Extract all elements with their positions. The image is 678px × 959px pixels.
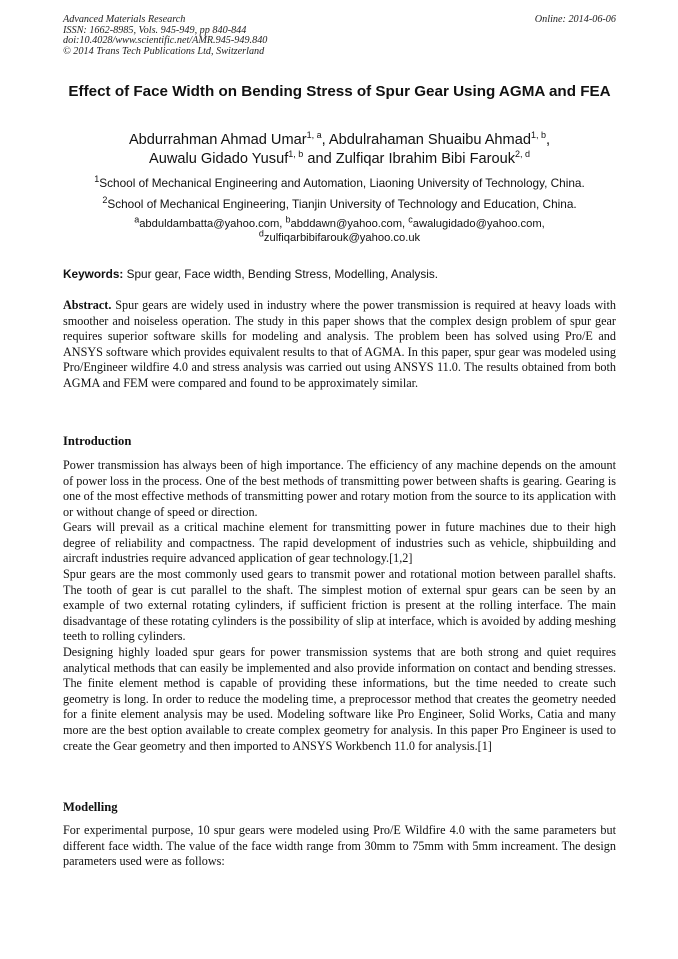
introduction-paragraph: Power transmission has always been of high importance. The efficiency of any machine depends on the amount of power loss in the process. One of the best methods of transmitting power between shafts is gearing. Gearing is one of the most effective methods of transmitting power and rotary motion from the source to its application with or without change of speed or direction. (63, 458, 616, 519)
introduction-paragraph: Designing highly loaded spur gears for power transmission systems that are both strong and quiet requires analytical methods that can easily be implemented and also provide information on contact and bending stresses. The finite element method is capable of providing these informations, but the time needed to create such geometry is long. In order to reduce the modeling time, a preprocessor method that creates the geometry needed for a finite element analysis may be used. Modeling software like Pro Engineer, Solid Works, Catia and many more are the best option available to create complex geometry for analysis. In this paper Pro Engineer is used to create the Gear geometry and then imported to ANSYS Workbench 11.0 for analysis.[1] (63, 645, 616, 753)
author-superscript: 1, b (530, 130, 546, 141)
online-date: Online: 2014-06-06 (534, 14, 616, 25)
affiliation-1 (63, 176, 616, 190)
abstract (63, 298, 616, 392)
email-superscript: d (258, 228, 264, 239)
email: zulfiqarbibifarouk@yahoo.co.uk (263, 232, 421, 244)
doi: doi:10.4028/www.scientific.net/AMR.945-949.840 (63, 35, 268, 47)
author-separator: , (545, 132, 551, 148)
keywords-label: Keywords: (63, 267, 124, 281)
email: abddawn@yahoo.com, (290, 218, 409, 230)
keywords-text: Spur gear, Face width, Bending Stress, Modelling, Analysis. (123, 267, 439, 281)
author-superscript: 1, b (288, 149, 304, 160)
author-superscript: 2, d (515, 149, 531, 160)
affiliation-text: School of Mechanical Engineering and Automation, Liaoning University of Technology, China. (99, 176, 585, 190)
journal-name: Advanced Materials Research (63, 14, 186, 25)
email: abduldambatta@yahoo.com, (139, 218, 286, 230)
author-superscript: 1, a (306, 130, 322, 141)
affiliation-superscript: 2 (102, 195, 108, 206)
author-name: Auwalu Gidado Yusuf (148, 151, 289, 167)
modelling-paragraph: For experimental purpose, 10 spur gears were modeled using Pro/E Wildfire 4.0 with the same parameters but different face width. The value of the face width range from 30mm to 75mm with 5mm increament. The design parameters used were as follows: (63, 823, 616, 869)
email-superscript: a (134, 214, 140, 225)
keywords (63, 267, 616, 282)
email-superscript: b (285, 214, 291, 225)
abstract-text: Spur gears are widely used in industry where the power transmission is required at heavy loads with smoother and noiseless operation. The study in this paper shows that the complex design problem of spur gear requires superior software skills for modeling and analysis. The problem been has solved using Pro/E and ANSYS software which provides equivalent results to that of AGMA. In this paper, spur gear was modeled using Pro/Engineer wildfire 4.0 and stress analysis was carried out using ANSYS 11.0. The results obtained from both AGMA and FEM were compared and found to be approximately similar. (63, 298, 616, 390)
journal-header (63, 15, 616, 57)
author-name: and Zulfiqar Ibrahim Bibi Farouk (303, 151, 515, 167)
paper-title: Effect of Face Width on Bending Stress of Spur Gear Using AGMA and FEA (68, 83, 611, 100)
author-list (63, 131, 616, 169)
affiliation-2 (63, 197, 616, 211)
section-heading-modelling: Modelling (63, 800, 118, 814)
issn: ISSN: 1662-8985, Vols. 945-949, pp 840-844 (63, 24, 247, 36)
author-name: Abdurrahman Ahmad Umar (128, 132, 307, 148)
affiliation-text: School of Mechanical Engineering, Tianjin University of Technology and Education, China. (107, 197, 577, 211)
abstract-label: Abstract. (63, 298, 112, 312)
introduction-paragraph: Gears will prevail as a critical machine element for transmitting power in future machines due to their high degree of reliability and compactness. The rapid development of industries such as vehicle, shipbuilding and aircraft industries require advanced application of gear technology.[1,2] (63, 520, 616, 566)
email: awalugidado@yahoo.com, (412, 218, 545, 230)
introduction-paragraph: Spur gears are the most commonly used gears to transmit power and rotational motion between parallel shafts. The tooth of gear is cut parallel to the shaft. The simplest motion of external spur gears can be seen by an example of two external rotating cylinders, if sufficient friction is present at the rolling interface. The main disadvantage of these rotating cylinders is the possibility of slip at interface, which is avoided by adding meshing teeth to rolling cylinders. (63, 567, 616, 644)
copyright: © 2014 Trans Tech Publications Ltd, Switzerland (63, 45, 265, 57)
author-name: , Abdulrahaman Shuaibu Ahmad (321, 132, 531, 148)
email-superscript: c (408, 214, 413, 225)
affiliation-superscript: 1 (94, 174, 100, 185)
section-heading-introduction: Introduction (63, 434, 132, 448)
author-emails (63, 214, 616, 245)
